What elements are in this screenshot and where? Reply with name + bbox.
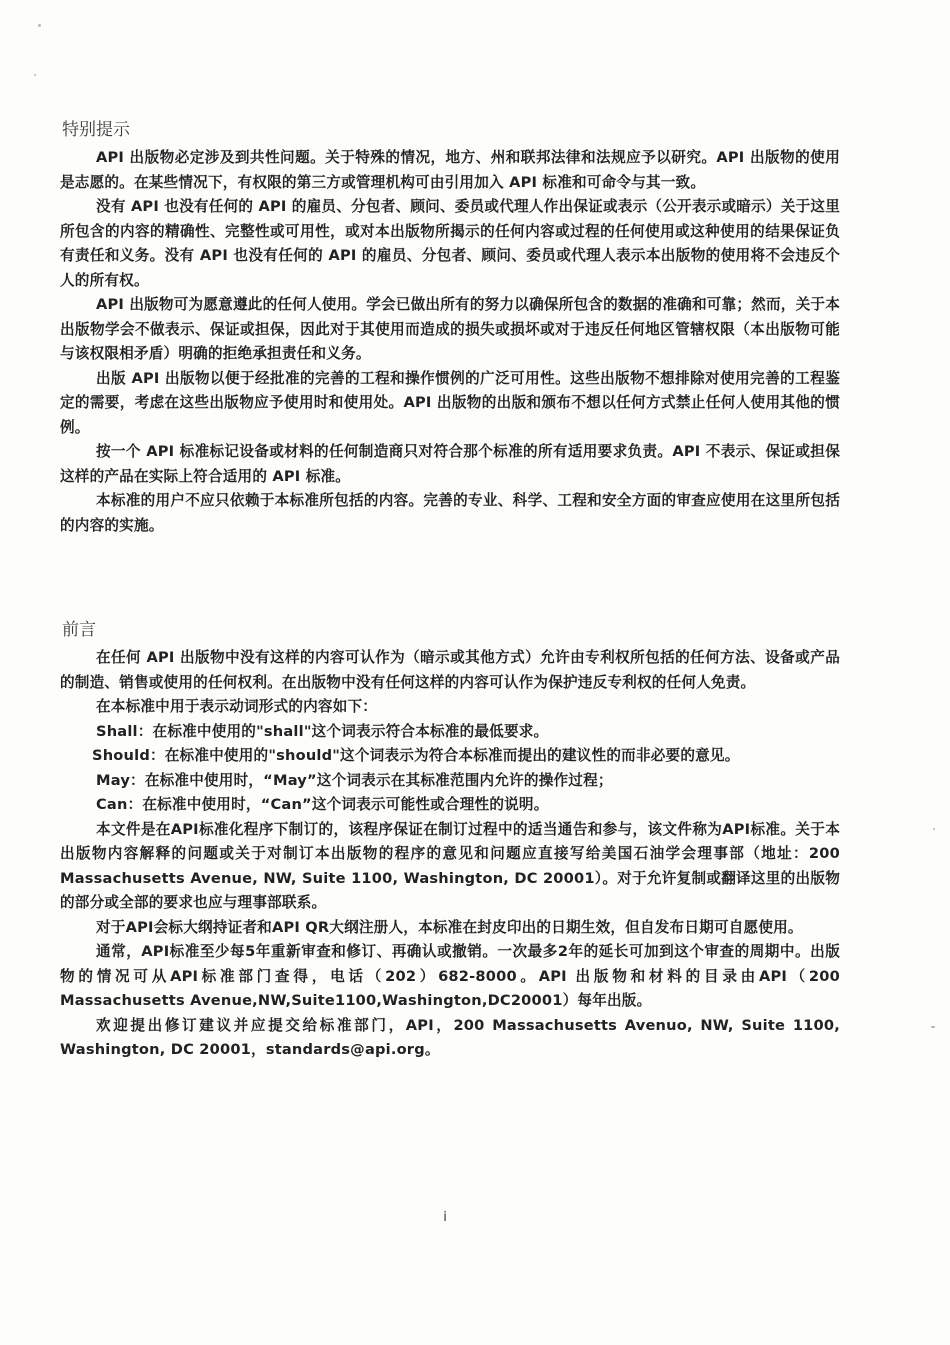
notice-paragraph: 没有 API 也没有任何的 API 的雇员、分包者、顾问、委员或代理人作出保证或表示（公开表示或暗示）关于这里所包含的内容的精确性、完整性或可用性，或对本出版物所揭示的任何内容或过程的任何使用或这种使用的结果保证负有责任和义务。没有 API 也没有任何的 API 的雇员、分包者、顾问、委员或代理人表示本出版物的使用将不会违反个人的所有权。 [60, 198, 840, 289]
foreword-paragraph: 欢迎提出修订建议并应提交给标准部门，API，200 Massachusetts Avenuo, NW, Suite 1100, Washington, DC 20001，standards@api.org。 [60, 1016, 840, 1058]
notice-paragraph: 按一个 API 标准标记设备或材料的任何制造商只对符合那个标准的所有适用要求负责。API 不表示、保证或担保这样的产品在实际上符合适用的 API 标准。 [60, 443, 840, 485]
page-number: i [443, 1210, 447, 1225]
foreword-paragraph: 通常，API标准至少每5年重新审查和修订、再确认或撤销。一次最多2年的延长可加到这个审查的周期中。出版物的情况可从API标准部门查得，电话（202）682-8000。API 出版物和材料的目录由API（200 Massachusetts Avenue,NW,Suite1100,Washington,DC20001）每年出版。 [60, 943, 840, 1009]
foreword-paragraph: 本文件是在API标准化程序下制订的，该程序保证在制订过程中的适当通告和参与，该文件称为API标准。关于本出版物内容解释的问题或关于对制订本出版物的程序的意见和问题应直接写给美国石油学会理事部（地址：200 Massachusetts Avenue, NW, Suite 1100, Washington, DC 20001）。对于允许复制或翻译这里的出版物的部分或全部的要求也应与理事部联系。 [60, 820, 840, 911]
notice-paragraph: 本标准的用户不应只依赖于本标准所包括的内容。完善的专业、科学、工程和安全方面的审查应使用在这里所包括的内容的实施。 [60, 492, 840, 534]
notice-paragraph: 出版 API 出版物以便于经批准的完善的工程和操作惯例的广泛可用性。这些出版物不想排除对使用完善的工程鉴定的需要，考虑在这些出版物应予使用时和使用处。API 出版物的出版和颁布不想以任何方式禁止任何人使用其他的惯例。 [60, 369, 840, 436]
definition-should: Should：在标准中使用的"should"这个词表示为符合本标准而提出的建议性的而非必要的意见。 [92, 747, 740, 764]
foreword-paragraph: 在任何 API 出版物中没有这样的内容可认作为（暗示或其他方式）允许由专利权所包括的任何方法、设备或产品的制造、销售或使用的任何权利。在出版物中没有任何这样的内容可认作为保护违反专利权的任何人免责。 [60, 649, 840, 691]
foreword-paragraph: 在本标准中用于表示动词形式的内容如下： [96, 698, 378, 715]
foreword-heading: 前言 [62, 620, 96, 640]
scan-speck [34, 74, 36, 76]
notice-paragraph: API 出版物可为愿意遵此的任何人使用。学会已做出所有的努力以确保所包含的数据的准确和可靠；然而，关于本出版物学会不做表示、保证或担保，因此对于其使用而造成的损失或损坏或对于违反任何地区管辖权限（本出版物可能与该权限相矛盾）明确的拒绝承担责任和义务。 [60, 296, 840, 362]
special-notice-section [60, 118, 840, 538]
definition-can: Can：在标准中使用时，“Can”这个词表示可能性或合理性的说明。 [96, 796, 549, 813]
notice-paragraph: API 出版物必定涉及到共性问题。关于特殊的情况，地方、州和联邦法律和法规应予以研究。API 出版物的使用是志愿的。在某些情况下，有权限的第三方或管理机构可由引用加入 API 标准和可命令与其一致。 [60, 149, 840, 191]
foreword-section [60, 618, 840, 1063]
definition-may: May：在标准中使用时，“May”这个词表示在其标准范围内允许的操作过程； [96, 771, 613, 789]
special-notice-heading: 特别提示 [62, 120, 130, 140]
foreword-paragraph: 对于API会标大纲持证者和API QR大纲注册人，本标准在封皮印出的日期生效，但自发布日期可自愿使用。 [96, 918, 803, 936]
definition-shall: Shall：在标准中使用的"shall"这个词表示符合本标准的最低要求。 [96, 722, 549, 740]
scan-speck [931, 1026, 935, 1028]
scan-speck [933, 828, 935, 830]
scan-speck [38, 24, 41, 27]
